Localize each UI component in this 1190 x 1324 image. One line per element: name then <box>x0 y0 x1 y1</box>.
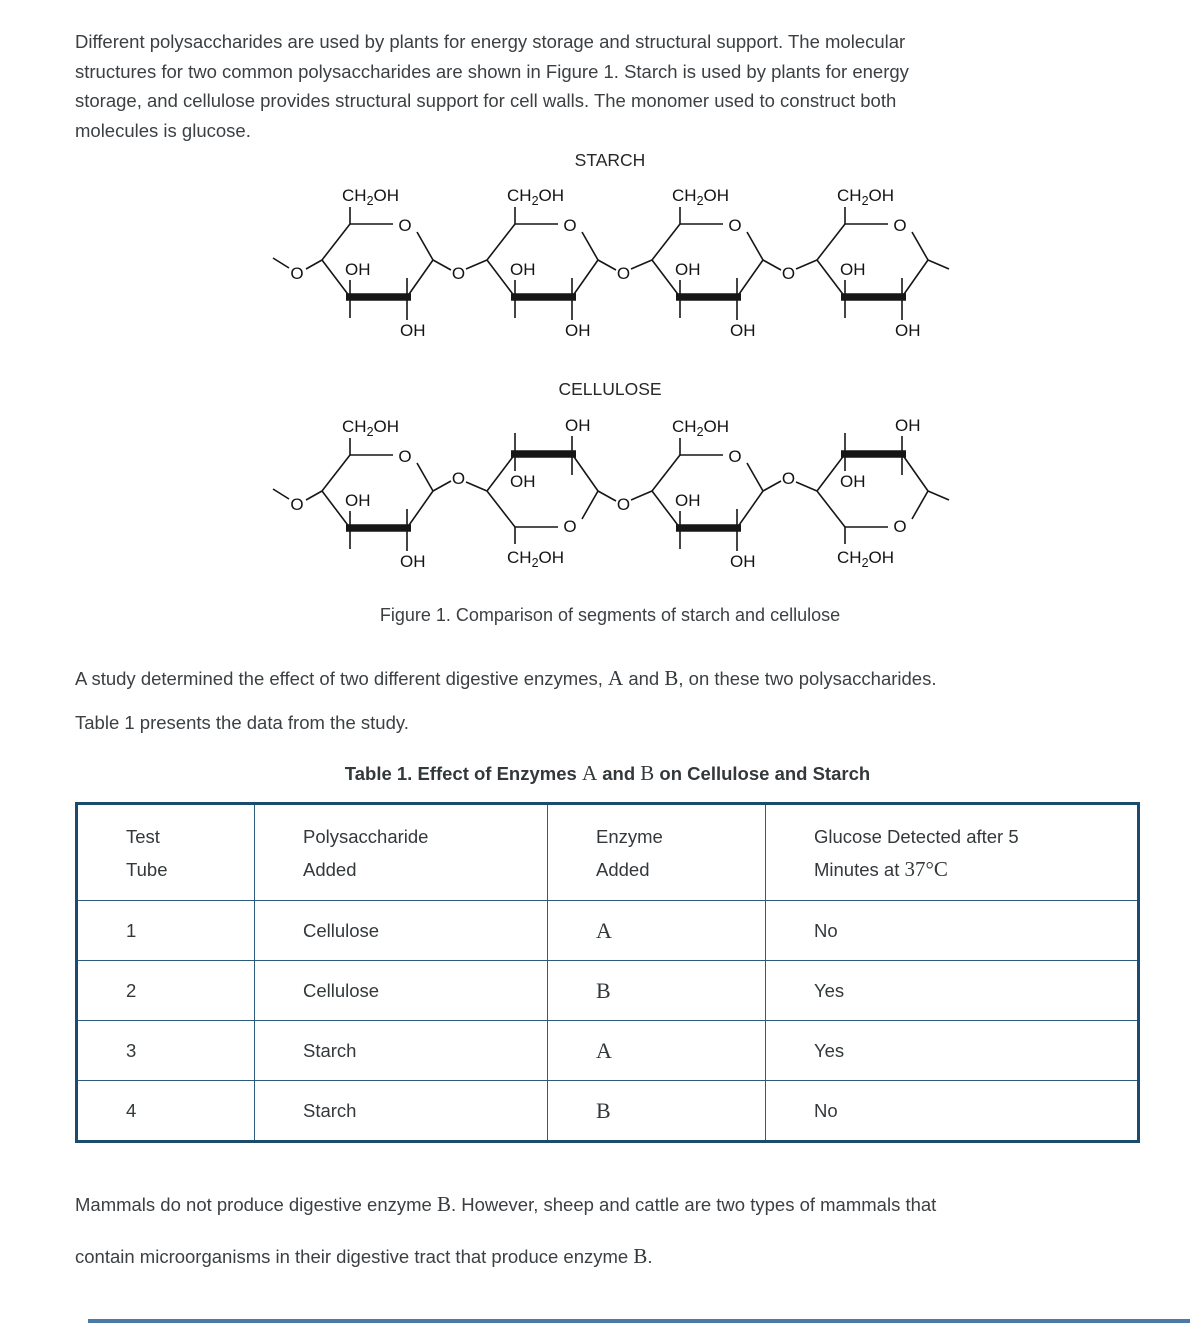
bond <box>928 491 949 500</box>
bond <box>417 463 433 491</box>
text-span: Polysaccharide <box>303 825 429 847</box>
bond <box>582 232 598 260</box>
hydroxyl-label: OH <box>675 260 701 279</box>
cell-enzyme: A <box>547 1021 765 1080</box>
hydroxyl-label: OH <box>345 491 371 510</box>
hydroxyl-label: OH <box>895 416 921 435</box>
bond <box>466 260 487 269</box>
text-span: on Cellulose and Starch <box>654 763 871 784</box>
ch2oh-label: $CH_2OH$ <box>672 186 730 208</box>
bond <box>796 482 817 491</box>
ring-oxygen-label: O <box>728 216 742 235</box>
text-span: A study determined the effect of two different digestive enzymes, <box>75 668 609 689</box>
table-row <box>78 960 1137 1020</box>
bond <box>737 260 763 297</box>
bond <box>763 260 781 270</box>
bond <box>487 491 515 527</box>
text-span: Table 1. Effect of Enzymes <box>344 763 582 784</box>
bond <box>322 455 350 491</box>
ring-oxygen-label: O <box>728 447 742 466</box>
cellulose-structure-figure <box>265 404 955 594</box>
cell-enzyme: B <box>547 961 765 1020</box>
table-row <box>78 1080 1137 1140</box>
text-span: Different polysaccharides are used by plants for energy storage and structural support. The molecular <box>75 31 906 52</box>
cell-glucose: No <box>765 901 1137 960</box>
data-table <box>75 802 1140 1143</box>
cell-test-tube: 2 <box>126 979 137 1001</box>
bond <box>631 260 652 269</box>
ch2oh-label: $CH_2OH$ <box>342 186 400 208</box>
math-text: A <box>581 761 598 785</box>
bond <box>598 491 616 501</box>
text-span: Table 1 presents the data from the study. <box>75 712 409 733</box>
hydroxyl-label: OH <box>895 321 921 340</box>
text-span: structures for two common polysaccharides are shown in Figure 1. Starch is used by plants for energy <box>75 60 909 82</box>
ch2oh-label: $CH_2OH$ <box>507 186 565 208</box>
starch-label: STARCH <box>574 150 646 170</box>
hydroxyl-label: OH <box>565 416 591 435</box>
text-span: . However, sheep and cattle are two types of mammals that <box>450 1194 937 1215</box>
text-line <box>75 712 937 758</box>
bond <box>598 260 616 270</box>
text-span: Added <box>303 858 357 880</box>
ring-oxygen-label: O <box>893 216 907 235</box>
cell-glucose: No <box>765 1081 1137 1140</box>
hydroxyl-label: OH <box>840 472 866 491</box>
text-span: Test <box>126 825 160 847</box>
table-title <box>75 761 1140 786</box>
ch2oh-label: $CH_2OH$ <box>672 417 730 439</box>
text-span: Minutes at <box>814 858 905 880</box>
glycosidic-oxygen-label: O <box>616 495 631 514</box>
bond <box>817 224 845 260</box>
bond <box>417 232 433 260</box>
cell-polysaccharide: Starch <box>254 1021 547 1080</box>
cell-enzyme: A <box>547 901 765 960</box>
text-line <box>75 57 909 87</box>
bond <box>912 232 928 260</box>
cellulose-label: CELLULOSE <box>558 379 662 399</box>
hydroxyl-label: OH <box>400 321 426 340</box>
figure-caption: Figure 1. Comparison of segments of starch and cellulose <box>379 605 841 625</box>
column-header <box>78 805 254 900</box>
text-line <box>75 1244 936 1296</box>
cell-test-tube: 4 <box>126 1099 137 1121</box>
cell-polysaccharide: Starch <box>254 1081 547 1140</box>
starch-structure-figure <box>265 176 955 346</box>
column-header <box>765 805 1137 900</box>
text-line <box>75 1192 936 1244</box>
bond <box>466 482 487 491</box>
bond <box>433 481 451 491</box>
ring-oxygen-label: O <box>563 517 577 536</box>
hydroxyl-label: OH <box>675 491 701 510</box>
text-span: , on these two polysaccharides. <box>678 668 937 689</box>
bond <box>763 481 781 491</box>
glycosidic-oxygen-label: O <box>451 264 466 283</box>
hydroxyl-label: OH <box>840 260 866 279</box>
table-header-row <box>78 805 1137 900</box>
terminal-oxygen-label: O <box>290 495 304 514</box>
bond <box>796 260 817 269</box>
bond <box>407 260 433 297</box>
hydroxyl-label: OH <box>345 260 371 279</box>
text-span: Enzyme <box>596 825 663 847</box>
bond <box>747 463 763 491</box>
table-body <box>78 900 1137 1140</box>
hydroxyl-label: OH <box>510 472 536 491</box>
ch2oh-label: $CH_2OH$ <box>837 548 895 570</box>
bond <box>572 454 598 491</box>
table-row <box>78 900 1137 960</box>
text-span: Added <box>596 858 650 880</box>
text-span: contain microorganisms in their digestive tract that produce enzyme <box>75 1246 634 1267</box>
math-text: 37°C <box>904 856 948 881</box>
ring-oxygen-label: O <box>893 517 907 536</box>
text-line <box>75 86 909 116</box>
ring-oxygen-label: O <box>563 216 577 235</box>
bond <box>912 491 928 519</box>
glycosidic-oxygen-label: O <box>781 469 796 488</box>
mammals-paragraph <box>75 1192 936 1296</box>
column-header <box>254 805 547 900</box>
terminal-oxygen-label: O <box>290 264 304 283</box>
glycosidic-oxygen-label: O <box>451 469 466 488</box>
math-text: B <box>664 666 679 690</box>
cell-test-tube: 3 <box>126 1039 137 1061</box>
math-text: A <box>608 666 624 690</box>
text-line <box>75 27 909 57</box>
bond <box>652 455 680 491</box>
bond <box>817 491 845 527</box>
bond <box>273 258 289 268</box>
text-line <box>75 116 909 146</box>
text-line <box>75 666 937 712</box>
glycosidic-oxygen-label: O <box>616 264 631 283</box>
math-text: B <box>633 1244 648 1268</box>
cell-polysaccharide: Cellulose <box>254 901 547 960</box>
ring-oxygen-label: O <box>398 216 412 235</box>
ch2oh-label: $CH_2OH$ <box>507 548 565 570</box>
cell-glucose: Yes <box>765 1021 1137 1080</box>
bond <box>928 260 949 269</box>
text-span: Mammals do not produce digestive enzyme <box>75 1194 437 1215</box>
table-row <box>78 1020 1137 1080</box>
bond <box>572 260 598 297</box>
text-span: Tube <box>126 858 168 880</box>
cell-test-tube: 1 <box>126 919 137 941</box>
cell-glucose: Yes <box>765 961 1137 1020</box>
cell-polysaccharide: Cellulose <box>254 961 547 1020</box>
column-header <box>547 805 765 900</box>
bond <box>737 491 763 528</box>
hydroxyl-label: OH <box>510 260 536 279</box>
bond <box>631 491 652 500</box>
bottom-divider <box>88 1319 1190 1323</box>
hydroxyl-label: OH <box>730 321 756 340</box>
text-span: and <box>623 668 665 689</box>
text-span: molecules is glucose. <box>75 119 251 141</box>
bond <box>487 224 515 260</box>
hydroxyl-label: OH <box>400 552 426 571</box>
ring-oxygen-label: O <box>398 447 412 466</box>
bond <box>322 224 350 260</box>
text-span: storage, and cellulose provides structural support for cell walls. The monomer used to construct both <box>75 90 897 111</box>
bond <box>433 260 451 270</box>
math-text: B <box>436 1192 451 1216</box>
bond <box>273 489 289 499</box>
bond <box>306 491 322 500</box>
bond <box>407 491 433 528</box>
ch2oh-label: $CH_2OH$ <box>837 186 895 208</box>
bond <box>652 224 680 260</box>
cell-enzyme: B <box>547 1081 765 1140</box>
text-span: . <box>647 1246 653 1267</box>
math-text: B <box>640 761 655 785</box>
study-paragraph <box>75 666 937 758</box>
text-span: Glucose Detected after 5 <box>814 825 1019 847</box>
intro-paragraph <box>75 27 909 145</box>
hydroxyl-label: OH <box>565 321 591 340</box>
bond <box>747 232 763 260</box>
glycosidic-oxygen-label: O <box>781 264 796 283</box>
bond <box>902 260 928 297</box>
bond <box>902 454 928 491</box>
text-span: and <box>597 763 641 784</box>
ch2oh-label: $CH_2OH$ <box>342 417 400 439</box>
hydroxyl-label: OH <box>730 552 756 571</box>
bond <box>306 260 322 269</box>
bond <box>582 491 598 519</box>
